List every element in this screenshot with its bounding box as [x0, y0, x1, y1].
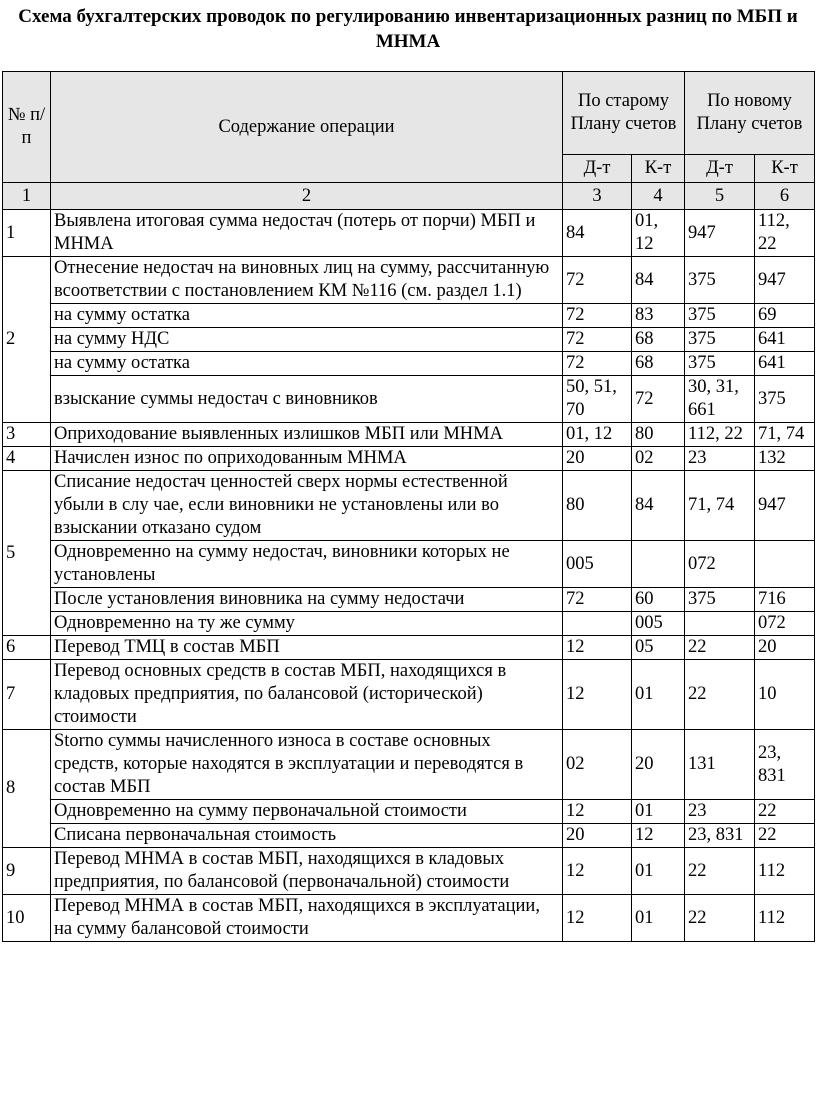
debit-new: 072 — [685, 541, 755, 588]
table-row — [3, 636, 815, 660]
debit-new: 30, 31, 661 — [685, 376, 755, 423]
header-dt-old: Д-т — [563, 155, 632, 183]
table-row — [3, 423, 815, 447]
credit-new: 20 — [755, 636, 815, 660]
operation-text: Списана первоначальная стоимость — [51, 824, 563, 848]
debit-new: 375 — [685, 588, 755, 612]
table-row — [3, 730, 815, 800]
debit-old: 72 — [563, 352, 632, 376]
credit-old: 01 — [632, 895, 685, 942]
entries-table — [2, 71, 815, 942]
row-number: 4 — [3, 447, 51, 471]
operation-text: взыскание суммы недостач с виновников — [51, 376, 563, 423]
debit-old: 01, 12 — [563, 423, 632, 447]
operation-text: на сумму НДС — [51, 328, 563, 352]
table-row — [3, 352, 815, 376]
credit-old: 68 — [632, 328, 685, 352]
table-row — [3, 210, 815, 257]
table-row — [3, 447, 815, 471]
table-row — [3, 588, 815, 612]
debit-old: 72 — [563, 588, 632, 612]
debit-old: 72 — [563, 328, 632, 352]
credit-old: 68 — [632, 352, 685, 376]
debit-old: 12 — [563, 800, 632, 824]
credit-old: 60 — [632, 588, 685, 612]
row-number: 10 — [3, 895, 51, 942]
col-num-6: 6 — [755, 183, 815, 210]
credit-new: 71, 74 — [755, 423, 815, 447]
debit-old: 72 — [563, 257, 632, 304]
table-row — [3, 257, 815, 304]
credit-new: 641 — [755, 352, 815, 376]
debit-new: 71, 74 — [685, 471, 755, 541]
col-num-1: 1 — [3, 183, 51, 210]
table-row — [3, 541, 815, 588]
credit-old: 20 — [632, 730, 685, 800]
credit-old: 05 — [632, 636, 685, 660]
debit-new: 375 — [685, 352, 755, 376]
operation-text: После установления виновника на сумму недостачи — [51, 588, 563, 612]
operation-text: Перевод основных средств в состав МБП, находящихся в кладовых предприятия, по балансовой (исторической) стоимости — [51, 660, 563, 730]
operation-text: Начислен износ по оприходованным МНМА — [51, 447, 563, 471]
debit-new: 112, 22 — [685, 423, 755, 447]
credit-new: 375 — [755, 376, 815, 423]
credit-new: 112, 22 — [755, 210, 815, 257]
operation-text: Перевод МНМА в состав МБП, находящихся в кладовых предприятия, по балансовой (первоначальной) стоимости — [51, 848, 563, 895]
credit-new: 947 — [755, 471, 815, 541]
operation-text: на сумму остатка — [51, 304, 563, 328]
credit-new: 072 — [755, 612, 815, 636]
debit-new: 375 — [685, 304, 755, 328]
page-title: Схема бухгалтерских проводок по регулированию инвентаризационных разниц по МБП и МНМА — [18, 6, 798, 52]
entries-body — [3, 210, 815, 942]
row-number: 5 — [3, 471, 51, 636]
col-num-3: 3 — [563, 183, 632, 210]
row-number: 6 — [3, 636, 51, 660]
credit-new: 132 — [755, 447, 815, 471]
operation-text: Storno суммы начисленного износа в составе основных средств, которые находятся в эксплуатации и переводятся в состав МБП — [51, 730, 563, 800]
operation-text: Выявлена итоговая сумма недостач (потерь от порчи) МБП и МНМА — [51, 210, 563, 257]
debit-old: 005 — [563, 541, 632, 588]
credit-new — [755, 541, 815, 588]
row-number: 9 — [3, 848, 51, 895]
debit-old: 12 — [563, 848, 632, 895]
table-row — [3, 304, 815, 328]
credit-old: 01, 12 — [632, 210, 685, 257]
credit-old: 01 — [632, 660, 685, 730]
credit-old: 005 — [632, 612, 685, 636]
credit-old: 01 — [632, 800, 685, 824]
debit-old: 72 — [563, 304, 632, 328]
debit-new: 947 — [685, 210, 755, 257]
credit-new: 69 — [755, 304, 815, 328]
table-row — [3, 471, 815, 541]
table-row — [3, 848, 815, 895]
credit-new: 112 — [755, 848, 815, 895]
row-number: 8 — [3, 730, 51, 848]
credit-old — [632, 541, 685, 588]
debit-new: 22 — [685, 895, 755, 942]
operation-text: Перевод ТМЦ в состав МБП — [51, 636, 563, 660]
credit-old: 83 — [632, 304, 685, 328]
debit-new: 375 — [685, 328, 755, 352]
debit-old: 20 — [563, 447, 632, 471]
credit-old: 80 — [632, 423, 685, 447]
row-number: 2 — [3, 257, 51, 423]
row-number: 1 — [3, 210, 51, 257]
debit-old: 80 — [563, 471, 632, 541]
row-number: 7 — [3, 660, 51, 730]
credit-new: 716 — [755, 588, 815, 612]
table-row — [3, 328, 815, 352]
credit-new: 641 — [755, 328, 815, 352]
table-row — [3, 660, 815, 730]
credit-old: 12 — [632, 824, 685, 848]
debit-new: 22 — [685, 660, 755, 730]
table-row — [3, 612, 815, 636]
operation-text: Отнесение недостач на виновных лиц на сумму, рассчитанную всоответствии с постановлением КМ №116 (см. раздел 1.1) — [51, 257, 563, 304]
debit-new: 23, 831 — [685, 824, 755, 848]
credit-new: 22 — [755, 824, 815, 848]
credit-new: 947 — [755, 257, 815, 304]
table-row — [3, 376, 815, 423]
header-content: Содержание операции — [51, 72, 563, 183]
operation-text: Одновременно на сумму первоначальной стоимости — [51, 800, 563, 824]
debit-old: 20 — [563, 824, 632, 848]
debit-old — [563, 612, 632, 636]
debit-old: 12 — [563, 636, 632, 660]
col-num-2: 2 — [51, 183, 563, 210]
debit-new: 375 — [685, 257, 755, 304]
credit-new: 112 — [755, 895, 815, 942]
debit-new: 22 — [685, 848, 755, 895]
credit-new: 22 — [755, 800, 815, 824]
credit-old: 84 — [632, 257, 685, 304]
credit-new: 10 — [755, 660, 815, 730]
header-dt-new: Д-т — [685, 155, 755, 183]
header-num: № п/п — [3, 72, 51, 183]
debit-old: 02 — [563, 730, 632, 800]
debit-old: 12 — [563, 895, 632, 942]
debit-new: 23 — [685, 800, 755, 824]
operation-text: Одновременно на сумму недостач, виновники которых не установлены — [51, 541, 563, 588]
debit-old: 12 — [563, 660, 632, 730]
debit-old: 84 — [563, 210, 632, 257]
table-row — [3, 824, 815, 848]
debit-new: 22 — [685, 636, 755, 660]
table-row — [3, 800, 815, 824]
header-kt-old: К-т — [632, 155, 685, 183]
header-old-plan: По старому Плану счетов — [563, 72, 685, 155]
credit-old: 01 — [632, 848, 685, 895]
col-num-5: 5 — [685, 183, 755, 210]
operation-text: Списание недостач ценностей сверх нормы естественной убыли в слу чае, если виновники не установлены или во взыскании отказано судом — [51, 471, 563, 541]
debit-old: 50, 51, 70 — [563, 376, 632, 423]
operation-text: Перевод МНМА в состав МБП, находящихся в эксплуатации, на сумму балансовой стоимости — [51, 895, 563, 942]
col-num-4: 4 — [632, 183, 685, 210]
credit-old: 02 — [632, 447, 685, 471]
debit-new — [685, 612, 755, 636]
debit-new: 23 — [685, 447, 755, 471]
header-kt-new: К-т — [755, 155, 815, 183]
operation-text: Оприходование выявленных излишков МБП или МНМА — [51, 423, 563, 447]
credit-old: 84 — [632, 471, 685, 541]
table-row — [3, 895, 815, 942]
credit-new: 23, 831 — [755, 730, 815, 800]
credit-old: 72 — [632, 376, 685, 423]
operation-text: Одновременно на ту же сумму — [51, 612, 563, 636]
header-new-plan: По новому Плану счетов — [685, 72, 815, 155]
row-number: 3 — [3, 423, 51, 447]
operation-text: на сумму остатка — [51, 352, 563, 376]
debit-new: 131 — [685, 730, 755, 800]
